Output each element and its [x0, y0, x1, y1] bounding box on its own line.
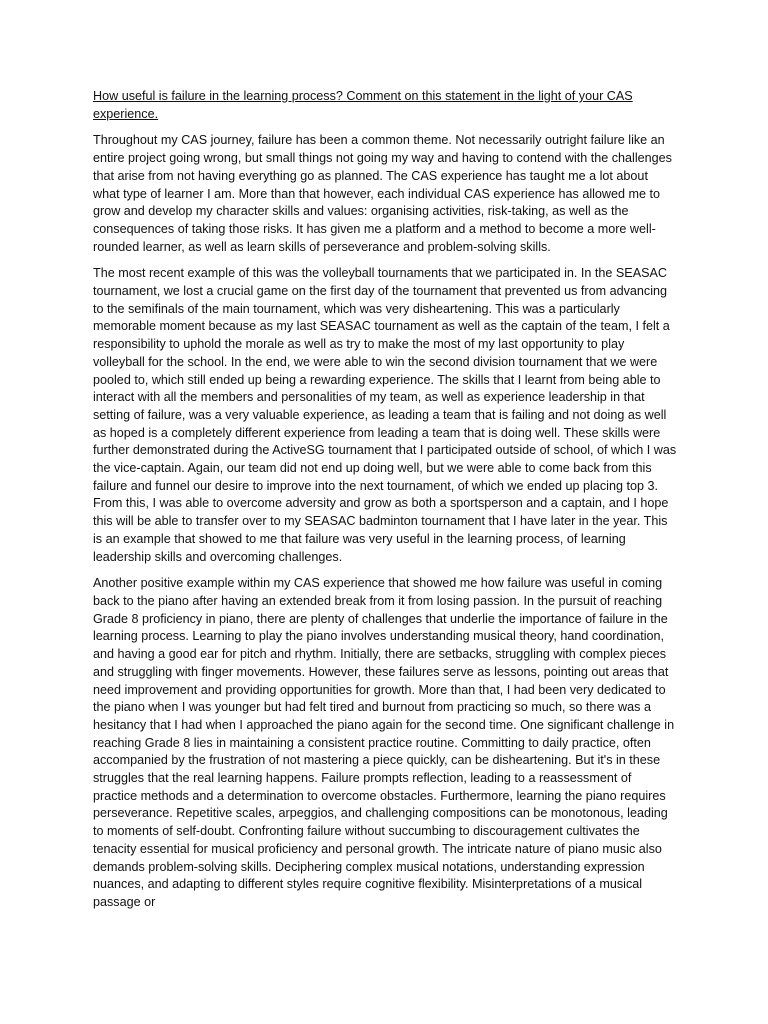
document-page: [93, 88, 678, 921]
essay-question-heading: How useful is failure in the learning process? Comment on this statement in the light of your CAS experience.: [93, 89, 633, 121]
paragraph-volleyball: The most recent example of this was the volleyball tournaments that we participated in. In the SEASAC tournament, we lost a crucial game on the first day of the tournament that prevented us from advancing to the semifinals of the main tournament, which was very disheartening. This was a particularly memorable moment because as my last SEASAC tournament as well as the captain of the team, I felt a responsibility to uphold the morale as well as try to make the most of my last opportunity to play volleyball for the school. In the end, we were able to win the second division tournament that we were pooled to, which still ended up being a rewarding experience. The skills that I learnt from being able to interact with all the members and personalities of my team, as well as experience leadership in that setting of failure, was a very valuable experience, as leading a team that is failing and not doing as well as hoped is a completely different experience from leading a team that is doing well. These skills were further demonstrated during the ActiveSG tournament that I participated outside of school, of which I was the vice-captain. Again, our team did not end up doing well, but we were able to come back from this failure and funnel our desire to improve into the next tournament, of which we ended up placing top 3. From this, I was able to overcome adversity and grow as both a sportsperson and a captain, and I hope this will be able to transfer over to my SEASAC badminton tournament that I have later in the year. This is an example that showed to me that failure was very useful in the learning process, of learning leadership skills and overcoming challenges.: [93, 266, 677, 564]
paragraph-piano: Another positive example within my CAS experience that showed me how failure was useful in coming back to the piano after having an extended break from it from losing passion. In the pursuit of reaching Grade 8 proficiency in piano, there are plenty of challenges that underlie the importance of failure in the learning process. Learning to play the piano involves understanding musical theory, hand coordination, and having a good ear for pitch and rhythm. Initially, there are setbacks, struggling with complex pieces and struggling with finger movements. However, these failures serve as lessons, pointing out areas that need improvement and providing opportunities for growth. More than that, I had been very dedicated to the piano when I was younger but had felt tired and burnout from practicing so much, so there was a hesitancy that I had when I approached the piano again for the second time. One significant challenge in reaching Grade 8 lies in maintaining a consistent practice routine. Committing to daily practice, often accompanied by the frustration of not mastering a piece quickly, can be disheartening. But it's in these struggles that the real learning happens. Failure prompts reflection, leading to a reassessment of practice methods and a determination to overcome obstacles. Furthermore, learning the piano requires perseverance. Repetitive scales, arpeggios, and challenging compositions can be monotonous, leading to moments of self-doubt. Confronting failure without succumbing to discouragement cultivates the tenacity essential for musical proficiency and personal growth. The intricate nature of piano music also demands problem-solving skills. Deciphering complex musical notations, understanding expression nuances, and adapting to different styles require cognitive flexibility. Misinterpretations of a musical passage or: [93, 576, 675, 909]
paragraph-intro: Throughout my CAS journey, failure has been a common theme. Not necessarily outright failure like an entire project going wrong, but small things not going my way and having to contend with the challenges that arise from not having everything go as planned. The CAS experience has taught me a lot about what type of learner I am. More than that however, each individual CAS experience has allowed me to grow and develop my character skills and values: organising activities, risk-taking, as well as the consequences of taking those risks. It has given me a platform and a method to become a more well-rounded learner, as well as learn skills of perseverance and problem-solving skills.: [93, 133, 672, 254]
